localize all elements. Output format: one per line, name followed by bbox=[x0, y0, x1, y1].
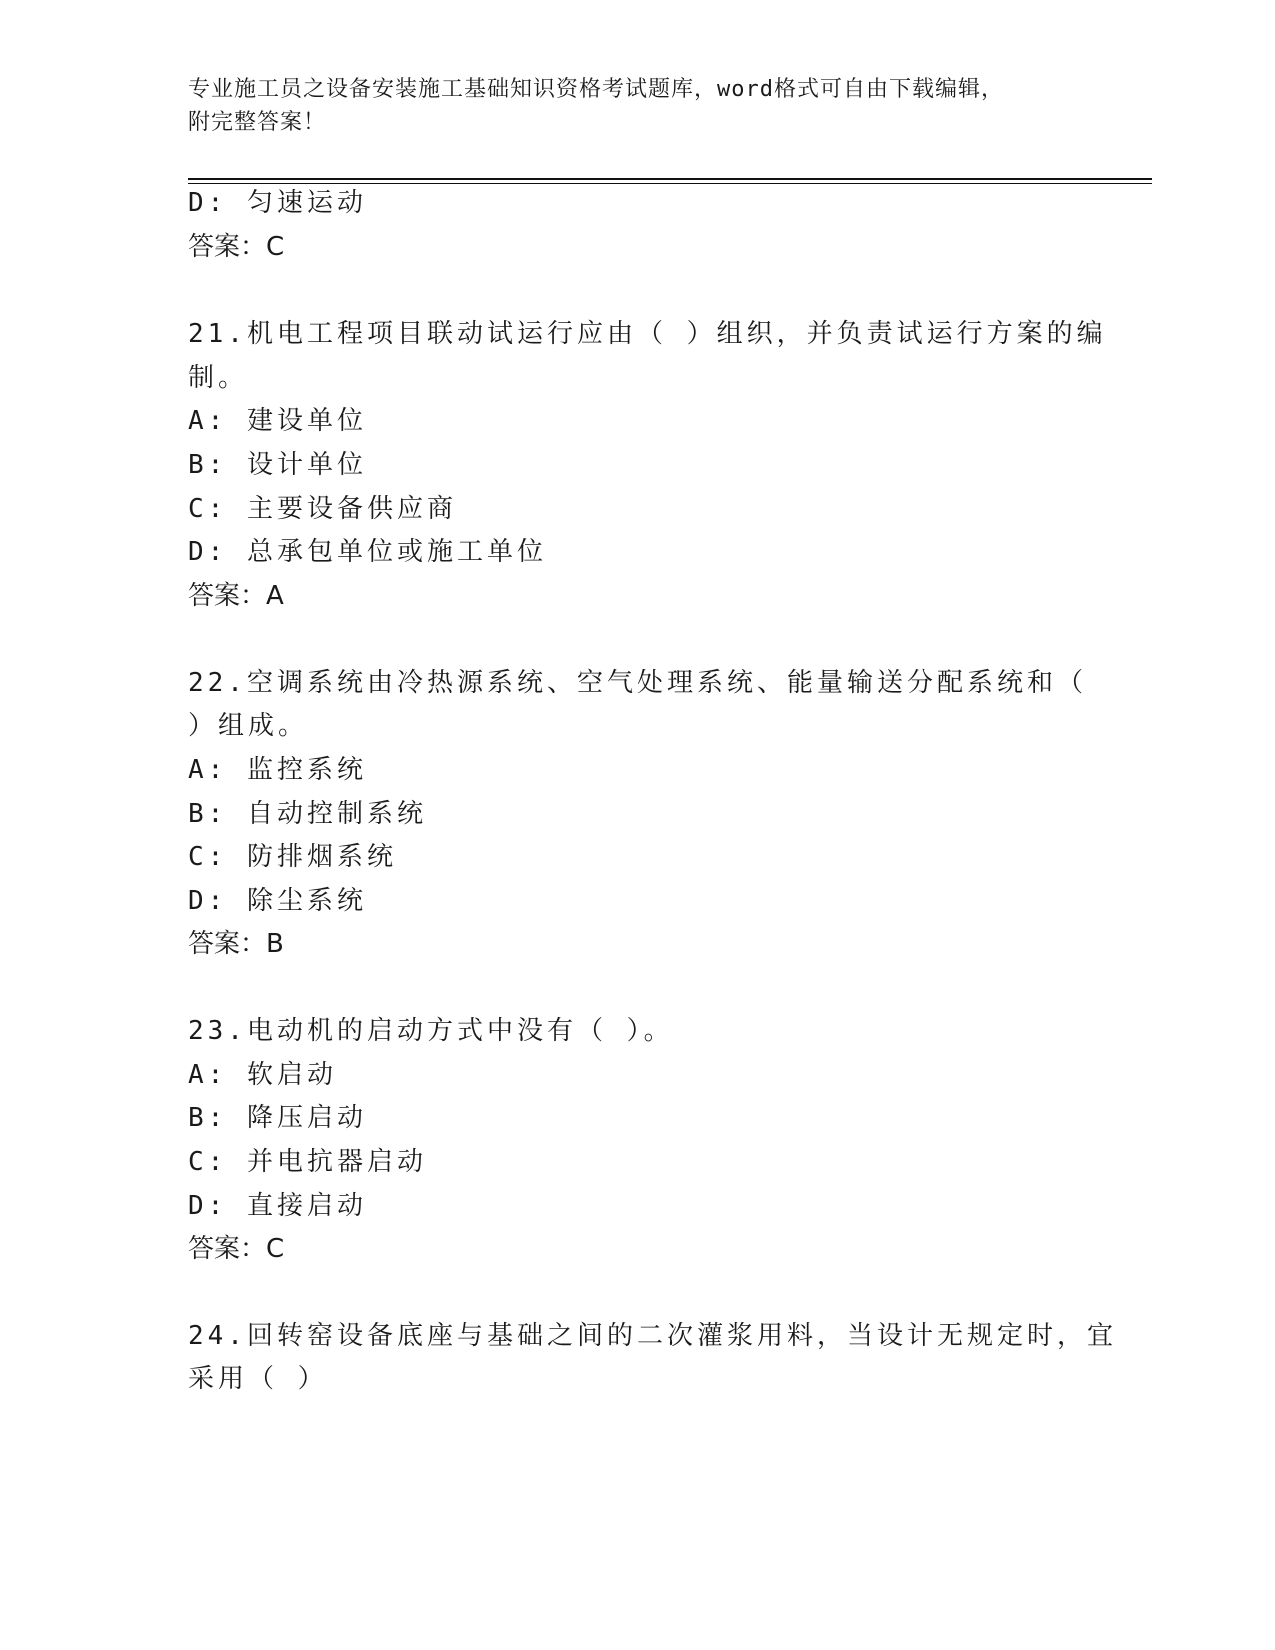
header-line-1: 专业施工员之设备安装施工基础知识资格考试题库，word格式可自由下载编辑， bbox=[188, 77, 1004, 102]
q22-answer: 答案：B bbox=[188, 929, 284, 959]
q23-option-c: C: 并电抗器启动 bbox=[188, 1147, 427, 1177]
q23-option-a: A: 软启动 bbox=[188, 1060, 337, 1090]
q22-option-c: C: 防排烟系统 bbox=[188, 842, 397, 872]
q22-option-b: B: 自动控制系统 bbox=[188, 799, 427, 829]
document-header bbox=[188, 73, 1068, 139]
q21-answer: 答案：A bbox=[188, 581, 284, 611]
q23-option-b: B: 降压启动 bbox=[188, 1103, 367, 1133]
q23-option-d: D: 直接启动 bbox=[188, 1191, 367, 1221]
q21-stem-line-2: 制。 bbox=[188, 363, 249, 393]
q22-option-a: A: 监控系统 bbox=[188, 755, 367, 785]
q21-option-b: B: 设计单位 bbox=[188, 450, 367, 480]
q21-option-d: D: 总承包单位或施工单位 bbox=[188, 537, 547, 567]
q23-answer: 答案：C bbox=[188, 1234, 285, 1264]
q21-option-a: A: 建设单位 bbox=[188, 406, 367, 436]
q24-stem-line-1: 24.回转窑设备底座与基础之间的二次灌浆用料，当设计无规定时，宜 bbox=[188, 1321, 1117, 1351]
q21-option-c: C: 主要设备供应商 bbox=[188, 494, 457, 524]
header-line-2: 附完整答案！ bbox=[188, 110, 327, 135]
q22-stem-line-2: ）组成。 bbox=[188, 711, 309, 741]
prev-option-d: D: 匀速运动 bbox=[188, 188, 367, 218]
q22-stem-line-1: 22.空调系统由冷热源系统、空气处理系统、能量输送分配系统和（ bbox=[188, 668, 1087, 698]
q22-option-d: D: 除尘系统 bbox=[188, 886, 367, 916]
q24-stem-line-2: 采用（ ） bbox=[188, 1364, 328, 1394]
q21-stem-line-1: 21.机电工程项目联动试运行应由（ ）组织，并负责试运行方案的编 bbox=[188, 319, 1107, 349]
q23-stem-line-1: 23.电动机的启动方式中没有（ ）。 bbox=[188, 1016, 674, 1046]
header-divider-thin bbox=[188, 183, 1152, 184]
prev-answer: 答案：C bbox=[188, 232, 285, 262]
header-divider-thick bbox=[188, 178, 1152, 180]
